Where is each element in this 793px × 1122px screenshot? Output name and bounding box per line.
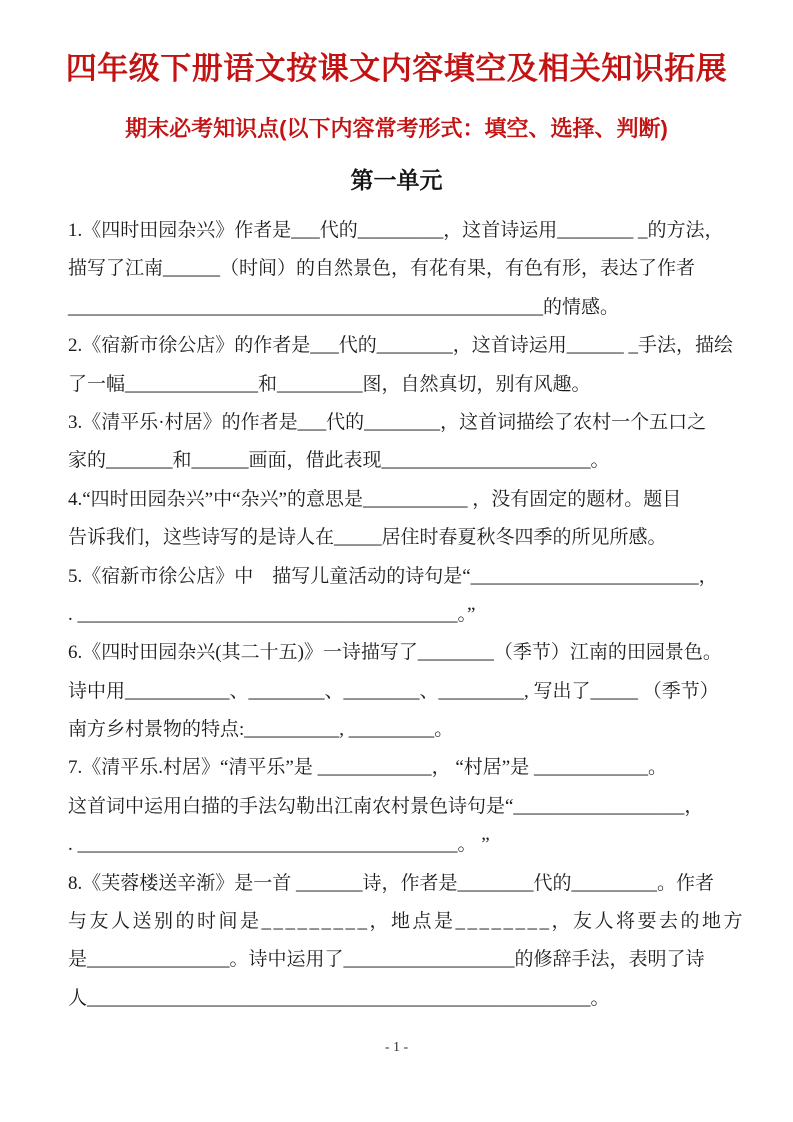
- question-8: [68, 865, 746, 1019]
- question-1-line-2: 描写了江南______（时间）的自然景色，有花有果，有色有形，表达了作者: [68, 258, 696, 280]
- question-3: [68, 404, 737, 481]
- question-6-line-3: 南方乡村景物的特点:__________, _________。: [68, 719, 454, 741]
- question-1-line-1: 1.《四时田园杂兴》作者是___代的_________，这首诗运用________ _的方法，: [68, 220, 724, 241]
- question-4-line-2: 告诉我们，这些诗写的是诗人在_____居住时春夏秋冬四季的所见所感。: [68, 527, 667, 549]
- document-title: 四年级下册语文按课文内容填空及相关知识拓展: [65, 51, 728, 86]
- question-3-line-2: 家的_______和______画面，借此表现______________________。: [68, 450, 610, 472]
- question-2-line-1: 2.《宿新市徐公店》的作者是___代的________，这首诗运用______ _手法，描绘: [68, 335, 734, 357]
- question-8-line-4: 人_____________________________________________________。: [68, 987, 610, 1009]
- question-6-line-2: 诗中用___________、________、________、_________, 写出了_____ （季节）: [68, 680, 719, 702]
- question-6-line-1: 6.《四时田园杂兴(其二十五)》一诗描写了________（季节）江南的田园景色。: [68, 642, 722, 664]
- question-4: [68, 481, 737, 558]
- question-5-line-1: 5.《宿新市徐公店》中 描写儿童活动的诗句是“________________________，: [68, 565, 718, 587]
- worksheet-body: [0, 212, 793, 1018]
- question-8-line-3: 是_______________。诗中运用了__________________的修辞手法，表明了诗: [68, 949, 705, 971]
- section-heading: 第一单元: [350, 168, 443, 193]
- question-7-line-2: 这首词中运用白描的手法勾勒出江南农村景色诗句是“__________________，: [68, 795, 704, 817]
- question-5: [68, 558, 737, 635]
- question-5-line-2: . ________________________________________。”: [68, 603, 476, 625]
- question-8-line-2: 与友人送别的时间是_________，地点是________，友人将要去的地方: [68, 911, 746, 933]
- question-7-line-3: . ________________________________________。 ”: [68, 834, 490, 856]
- question-1: [68, 212, 737, 327]
- question-7: [68, 749, 737, 864]
- question-2-line-2: 了一幅______________和_________图，自然真切，别有风趣。: [68, 373, 591, 395]
- question-7-line-1: 7.《清平乐.村居》“清平乐”是 ____________， “村居”是 ____________。: [68, 757, 667, 779]
- question-8-line-1: 8.《芙蓉楼送辛渐》是一首 _______诗，作者是________代的_________。作者: [68, 872, 715, 894]
- document-subtitle: 期末必考知识点(以下内容常考形式：填空、选择、判断): [125, 116, 668, 141]
- page-number: - 1 -: [384, 1040, 409, 1055]
- question-2: [68, 327, 737, 404]
- question-3-line-1: 3.《清平乐·村居》的作者是___代的________，这首词描绘了农村一个五口之: [68, 411, 707, 433]
- question-6: [68, 634, 737, 749]
- question-1-line-3: __________________________________________________的情感。: [68, 296, 620, 318]
- question-4-line-1: 4.“四时田园杂兴”中“杂兴”的意思是___________ ，没有固定的题材。题目: [68, 488, 682, 510]
